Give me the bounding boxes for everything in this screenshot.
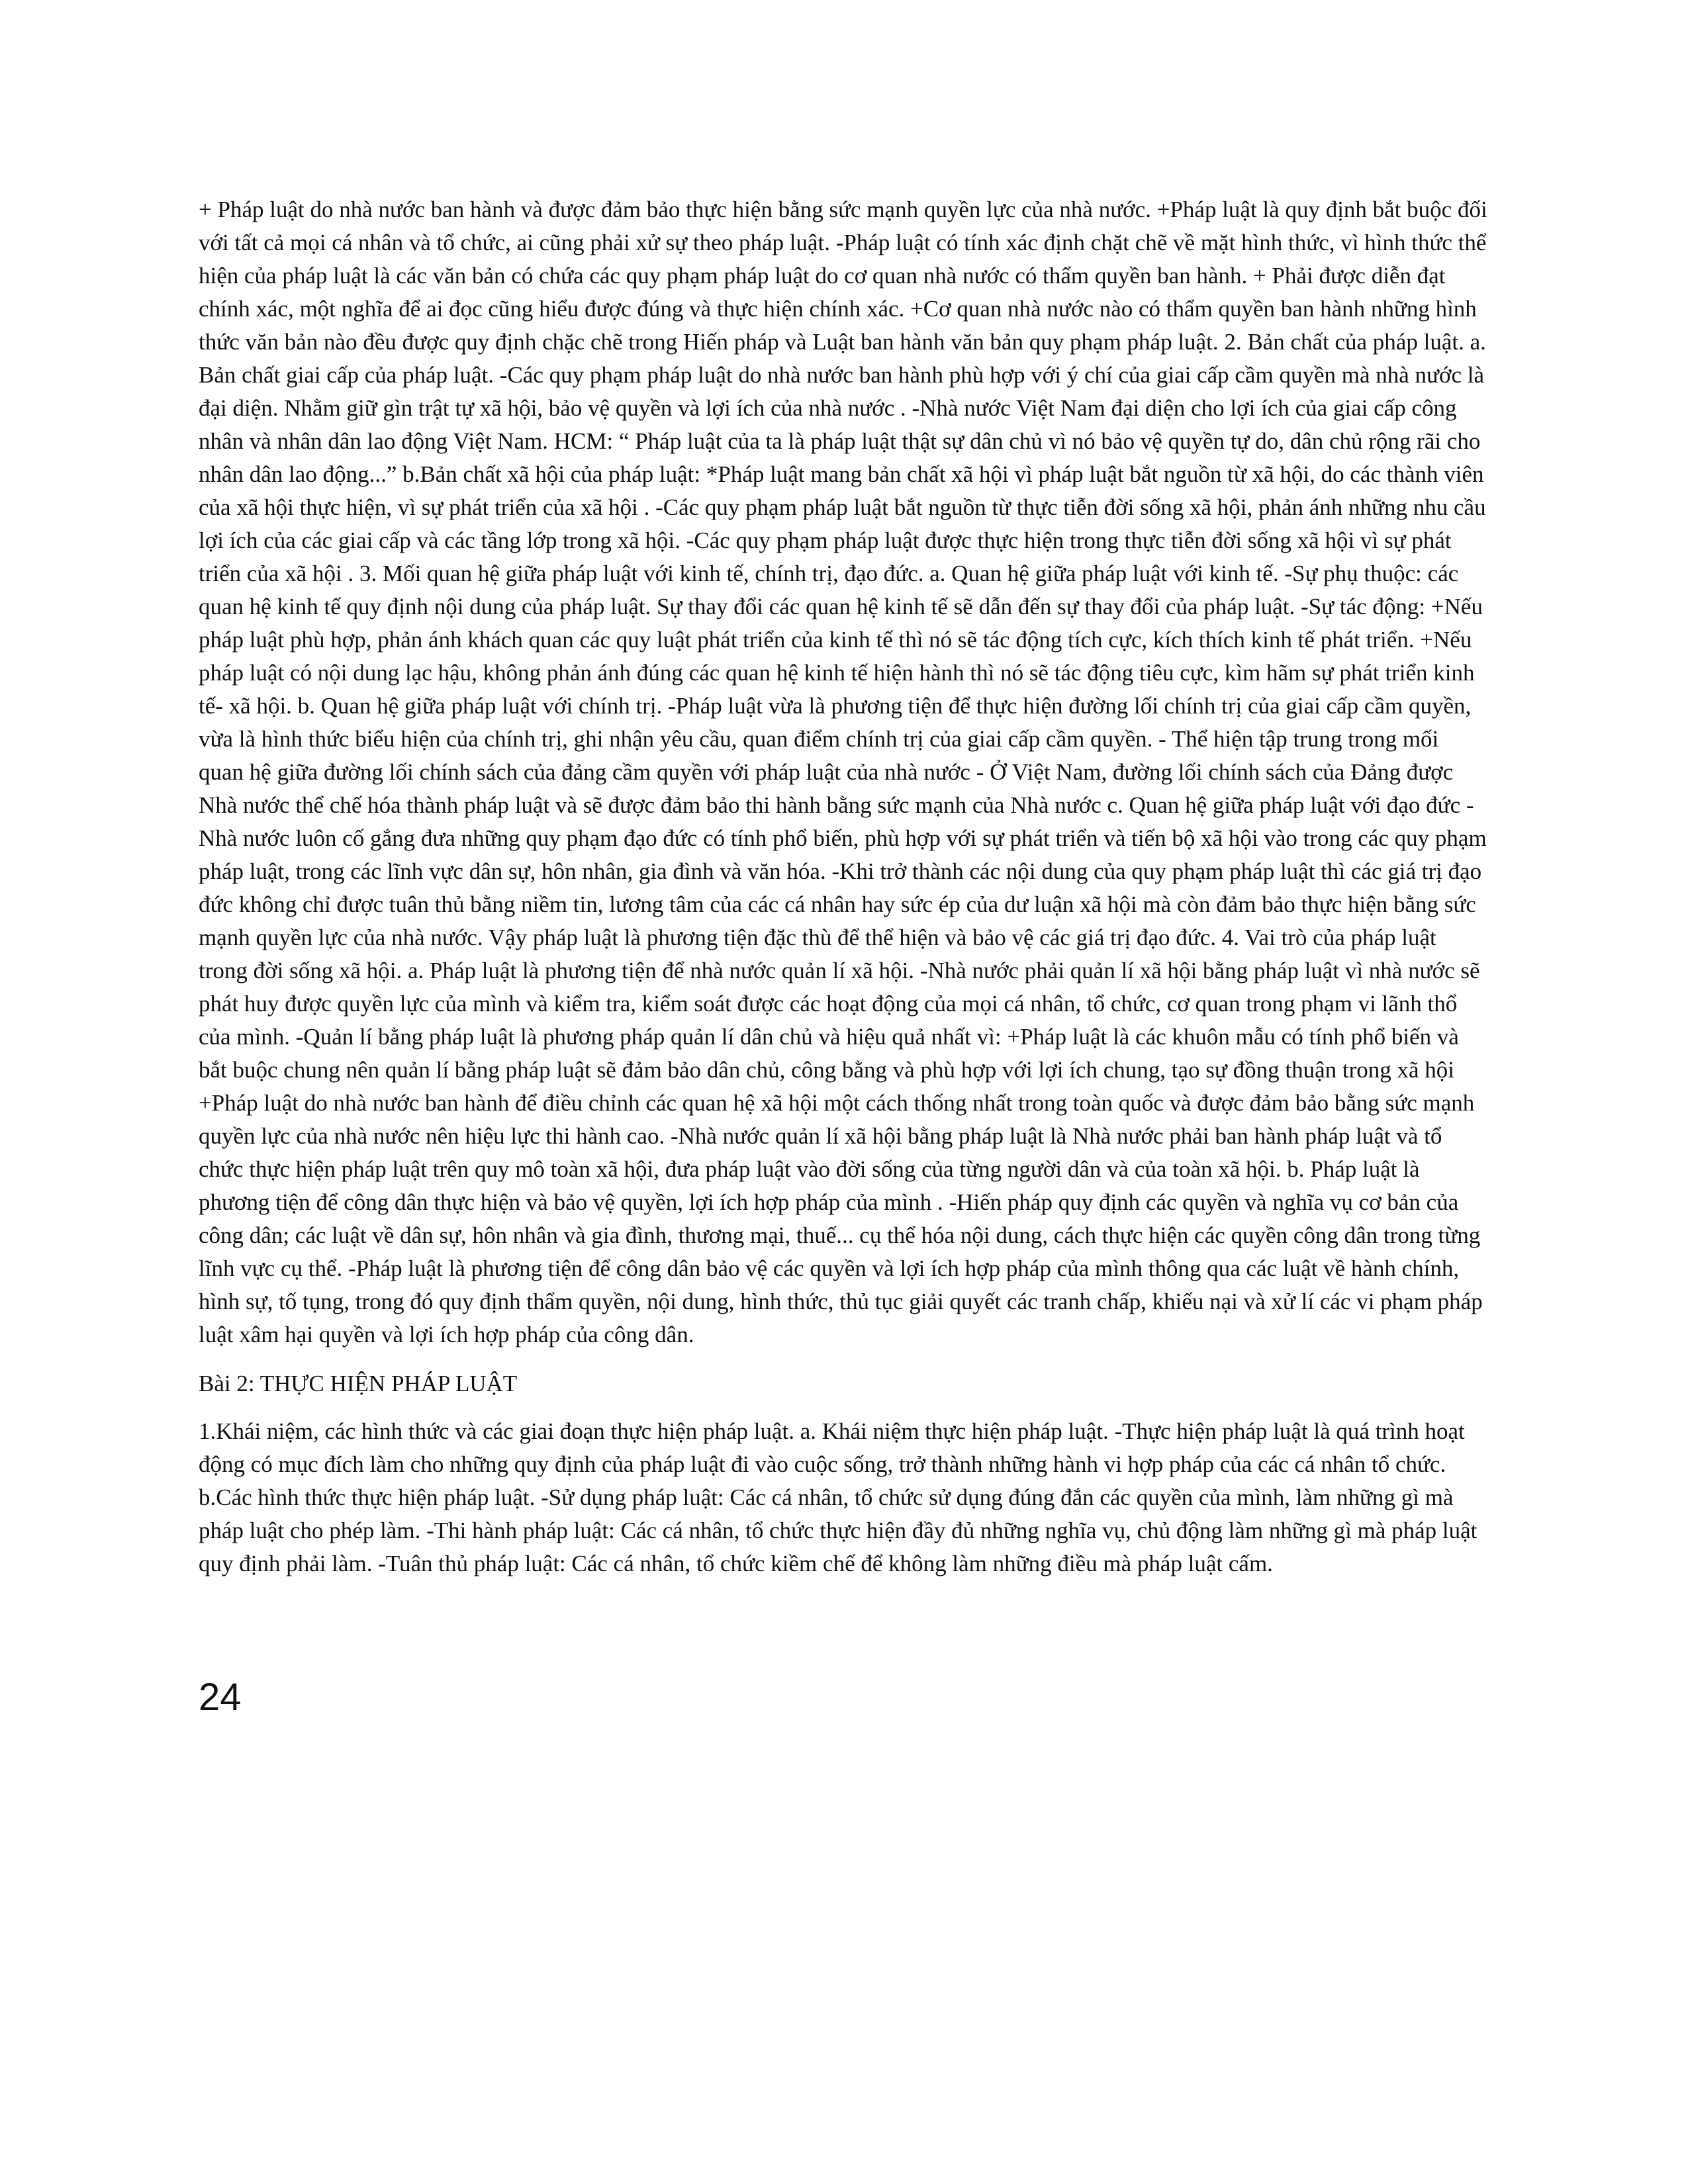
body-paragraph-1: + Pháp luật do nhà nước ban hành và được đảm bảo thực hiện bằng sức mạnh quyền lực của nhà nước. +Pháp luật là quy định bắt buộc đối với tất cả mọi cá nhân và tổ chức, ai cũng phải xử sự theo pháp luật. -Pháp luật có tính xác định chặt chẽ về mặt hình thức, vì hình thức thể hiện của pháp luật là các văn bản có chứa các quy phạm pháp luật do cơ quan nhà nước có thẩm quyền ban hành. + Phải được diễn đạt chính xác, một nghĩa để ai đọc cũng hiểu được đúng và thực hiện chính xác. +Cơ quan nhà nước nào có thẩm quyền ban hành những hình thức văn bản nào đều được quy định chặc chẽ trong Hiến pháp và Luật ban hành văn bản quy phạm pháp luật. 2. Bản chất của pháp luật. a. Bản chất giai cấp của pháp luật. -Các quy phạm pháp luật do nhà nước ban hành phù hợp với ý chí của giai cấp cầm quyền mà nhà nước là đại diện. Nhằm giữ gìn trật tự xã hội, bảo vệ quyền và lợi ích của nhà nước . -Nhà nước Việt Nam đại diện cho lợi ích của giai cấp công nhân và nhân dân lao động Việt Nam. HCM: “ Pháp luật của ta là pháp luật thật sự dân chủ vì nó bảo vệ quyền tự do, dân chủ rộng rãi cho nhân dân lao động...” b.Bản chất xã hội của pháp luật: *Pháp luật mang bản chất xã hội vì pháp luật bắt nguồn từ xã hội, do các thành viên của xã hội thực hiện, vì sự phát triển của xã hội . -Các quy phạm pháp luật bắt nguồn từ thực tiễn đời sống xã hội, phản ánh những nhu cầu lợi ích của các giai cấp và các tầng lớp trong xã hội. -Các quy phạm pháp luật được thực hiện trong thực tiễn đời sống xã hội vì sự phát triển của xã hội . 3. Mối quan hệ giữa pháp luật với kinh tế, chính trị, đạo đức. a. Quan hệ giữa pháp luật với kinh tế. -Sự phụ thuộc: các quan hệ kinh tế quy định nội dung của pháp luật. Sự thay đổi các quan hệ kinh tế sẽ dẫn đến sự thay đổi của pháp luật. -Sự tác động: +Nếu pháp luật phù hợp, phản ánh khách quan các quy luật phát triển của kinh tế thì nó sẽ tác động tích cực, kích thích kinh tế phát triển. +Nếu pháp luật có nội dung lạc hậu, không phản ánh đúng các quan hệ kinh tế hiện hành thì nó sẽ tác động tiêu cực, kìm hãm sự phát triển kinh tế- xã hội. b. Quan hệ giữa pháp luật với chính trị. -Pháp luật vừa là phương tiện để thực hiện đường lối chính trị của giai cấp cầm quyền, vừa là hình thức biểu hiện của chính trị, ghi nhận yêu cầu, quan điểm chính trị của giai cấp cầm quyền. - Thể hiện tập trung trong mối quan hệ giữa đường lối chính sách của đảng cầm quyền với pháp luật của nhà nước - Ở Việt Nam, đường lối chính sách của Đảng được Nhà nước thể chế hóa thành pháp luật và sẽ được đảm bảo thi hành bằng sức mạnh của Nhà nước c. Quan hệ giữa pháp luật với đạo đức -Nhà nước luôn cố gắng đưa những quy phạm đạo đức có tính phổ biến, phù hợp với sự phát triển và tiến bộ xã hội vào trong các quy phạm pháp luật, trong các lĩnh vực dân sự, hôn nhân, gia đình và văn hóa. -Khi trở thành các nội dung của quy phạm pháp luật thì các giá trị đạo đức không chỉ được tuân thủ bằng niềm tin, lương tâm của các cá nhân hay sức ép của dư luận xã hội mà còn đảm bảo thực hiện bằng sức mạnh quyền lực của nhà nước. Vậy pháp luật là phương tiện đặc thù để thể hiện và bảo vệ các giá trị đạo đức. 4. Vai trò của pháp luật trong đời sống xã hội. a. Pháp luật là phương tiện để nhà nước quản lí xã hội. -Nhà nước phải quản lí xã hội bằng pháp luật vì nhà nước sẽ phát huy được quyền lực của mình và kiểm tra, kiểm soát được các hoạt động của mọi cá nhân, tổ chức, cơ quan trong phạm vi lãnh thổ của mình. -Quản lí bằng pháp luật là phương pháp quản lí dân chủ và hiệu quả nhất vì: +Pháp luật là các khuôn mẫu có tính phổ biến và bắt buộc chung nên quản lí bằng pháp luật sẽ đảm bảo dân chủ, công bằng và phù hợp với lợi ích chung, tạo sự đồng thuận trong xã hội +Pháp luật do nhà nước ban hành để điều chỉnh các quan hệ xã hội một cách thống nhất trong toàn quốc và được đảm bảo bằng sức mạnh quyền lực của nhà nước nên hiệu lực thi hành cao. -Nhà nước quản lí xã hội bằng pháp luật là Nhà nước phải ban hành pháp luật và tổ chức thực hiện pháp luật trên quy mô toàn xã hội, đưa pháp luật vào đời sống của từng người dân và của toàn xã hội. b. Pháp luật là phương tiện để công dân thực hiện và bảo vệ quyền, lợi ích hợp pháp của mình . -Hiến pháp quy định các quyền và nghĩa vụ cơ bản của công dân; các luật về dân sự, hôn nhân và gia đình, thương mại, thuế... cụ thể hóa nội dung, cách thực hiện các quyền công dân trong từng lĩnh vực cụ thể. -Pháp luật là phương tiện để công dân bảo vệ các quyền và lợi ích hợp pháp của mình thông qua các luật về hành chính, hình sự, tố tụng, trong đó quy định thẩm quyền, nội dung, hình thức, thủ tục giải quyết các tranh chấp, khiếu nại và xử lí các vi phạm pháp luật xâm hại quyền và lợi ích hợp pháp của công dân.	[199, 197, 1487, 1347]
section-heading: Bài 2: THỰC HIỆN PHÁP LUẬT	[199, 1371, 518, 1396]
document-body	[199, 193, 1489, 1580]
page-number: 24	[199, 1676, 242, 1719]
body-paragraph-2: 1.Khái niệm, các hình thức và các giai đoạn thực hiện pháp luật. a. Khái niệm thực hiện pháp luật. -Thực hiện pháp luật là quá trình hoạt động có mục đích làm cho những quy định của pháp luật đi vào cuộc sống, trở thành những hành vi hợp pháp của các cá nhân tổ chức. b.Các hình thức thực hiện pháp luật. -Sử dụng pháp luật: Các cá nhân, tổ chức sử dụng đúng đắn các quyền của mình, làm những gì mà pháp luật cho phép làm. -Thi hành pháp luật: Các cá nhân, tổ chức thực hiện đầy đủ những nghĩa vụ, chủ động làm những gì mà pháp luật quy định phải làm. -Tuân thủ pháp luật: Các cá nhân, tổ chức kiềm chế để không làm những điều mà pháp luật cấm.	[199, 1418, 1477, 1576]
